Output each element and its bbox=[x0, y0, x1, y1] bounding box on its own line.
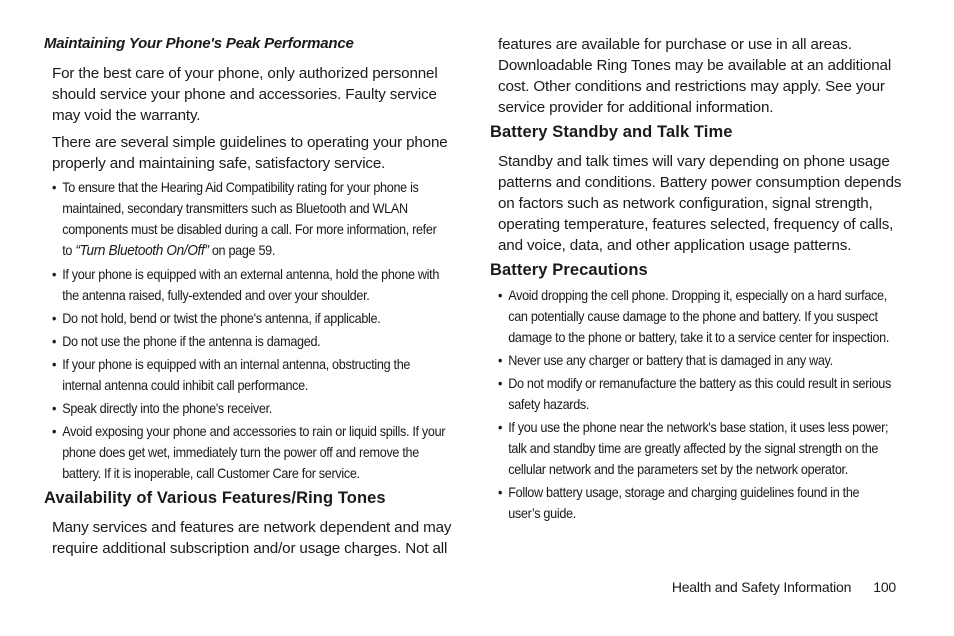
list-item: • Speak directly into the phone's receiver. bbox=[52, 398, 448, 419]
precaution-bullet-list bbox=[498, 285, 894, 526]
heading-battery-standby: Battery Standby and Talk Time bbox=[490, 123, 733, 141]
list-item: • Do not use the phone if the antenna is damaged. bbox=[52, 331, 448, 352]
guideline-bullet-list bbox=[52, 177, 448, 486]
heading-battery-precautions: Battery Precautions bbox=[490, 261, 648, 279]
page-footer bbox=[672, 579, 896, 595]
list-item: • To ensure that the Hearing Aid Compatibility rating for your phone is maintained, secondary transmitters such as Bluetooth and WLAN components must be disabled during a call. For more information, refer to “Turn Bluetooth On/Off” on page 59. bbox=[52, 177, 448, 262]
list-item: • Do not modify or remanufacture the battery as this could result in serious safety hazards. bbox=[498, 373, 894, 415]
list-item: • If your phone is equipped with an external antenna, hold the phone with the antenna raised, fully-extended and over your shoulder. bbox=[52, 264, 448, 306]
paragraph-availability: Many services and features are network dependent and may require additional subscription and/or usage charges. Not all bbox=[52, 519, 452, 557]
page-number: 100 bbox=[873, 579, 896, 595]
cross-reference-bluetooth[interactable]: “Turn Bluetooth On/Off” bbox=[75, 243, 209, 259]
list-item: • Follow battery usage, storage and charging guidelines found in the user’s guide. bbox=[498, 482, 894, 524]
heading-availability: Availability of Various Features/Ring Tones bbox=[44, 489, 386, 507]
sub-heading-peak-performance: Maintaining Your Phone's Peak Performance bbox=[44, 35, 354, 52]
list-item: • Avoid dropping the cell phone. Dropping it, especially on a hard surface, can potentially cause damage to the phone and battery. If you suspect damage to the phone or battery, take it to a service center for inspection. bbox=[498, 285, 894, 348]
footer-section-title: Health and Safety Information bbox=[671, 579, 852, 595]
list-item: • Never use any charger or battery that is damaged in any way. bbox=[498, 350, 894, 371]
list-item: • Avoid exposing your phone and accessories to rain or liquid spills. If your phone does get wet, immediately turn the power off and remove the battery. If it is inoperable, call Customer Care for service. bbox=[52, 421, 448, 484]
list-item: • If your phone is equipped with an internal antenna, obstructing the internal antenna could inhibit call performance. bbox=[52, 354, 448, 396]
paragraph-availability-continued: features are available for purchase or use in all areas. Downloadable Ring Tones may be available at an additional cost. Other conditions and restrictions may apply. See your service provider for additional information. bbox=[498, 36, 892, 116]
paragraph-authorized-service: For the best care of your phone, only authorized personnel should service your phone and accessories. Faulty service may void the warranty. bbox=[52, 65, 438, 124]
list-item: • If you use the phone near the network's base station, it uses less power; talk and standby time are greatly affected by the signal strength on the cellular network and the parameters set by the network operator. bbox=[498, 417, 894, 480]
list-item: • Do not hold, bend or twist the phone's antenna, if applicable. bbox=[52, 308, 448, 329]
paragraph-battery-standby: Standby and talk times will vary depending on phone usage patterns and conditions. Battery power consumption depends on factors such as network configuration, signal strength, operating temperature, features selected, frequency of calls, and voice, data, and other application usage patterns. bbox=[498, 153, 902, 254]
paragraph-guidelines: There are several simple guidelines to operating your phone properly and maintaining safe, satisfactory service. bbox=[52, 134, 448, 172]
